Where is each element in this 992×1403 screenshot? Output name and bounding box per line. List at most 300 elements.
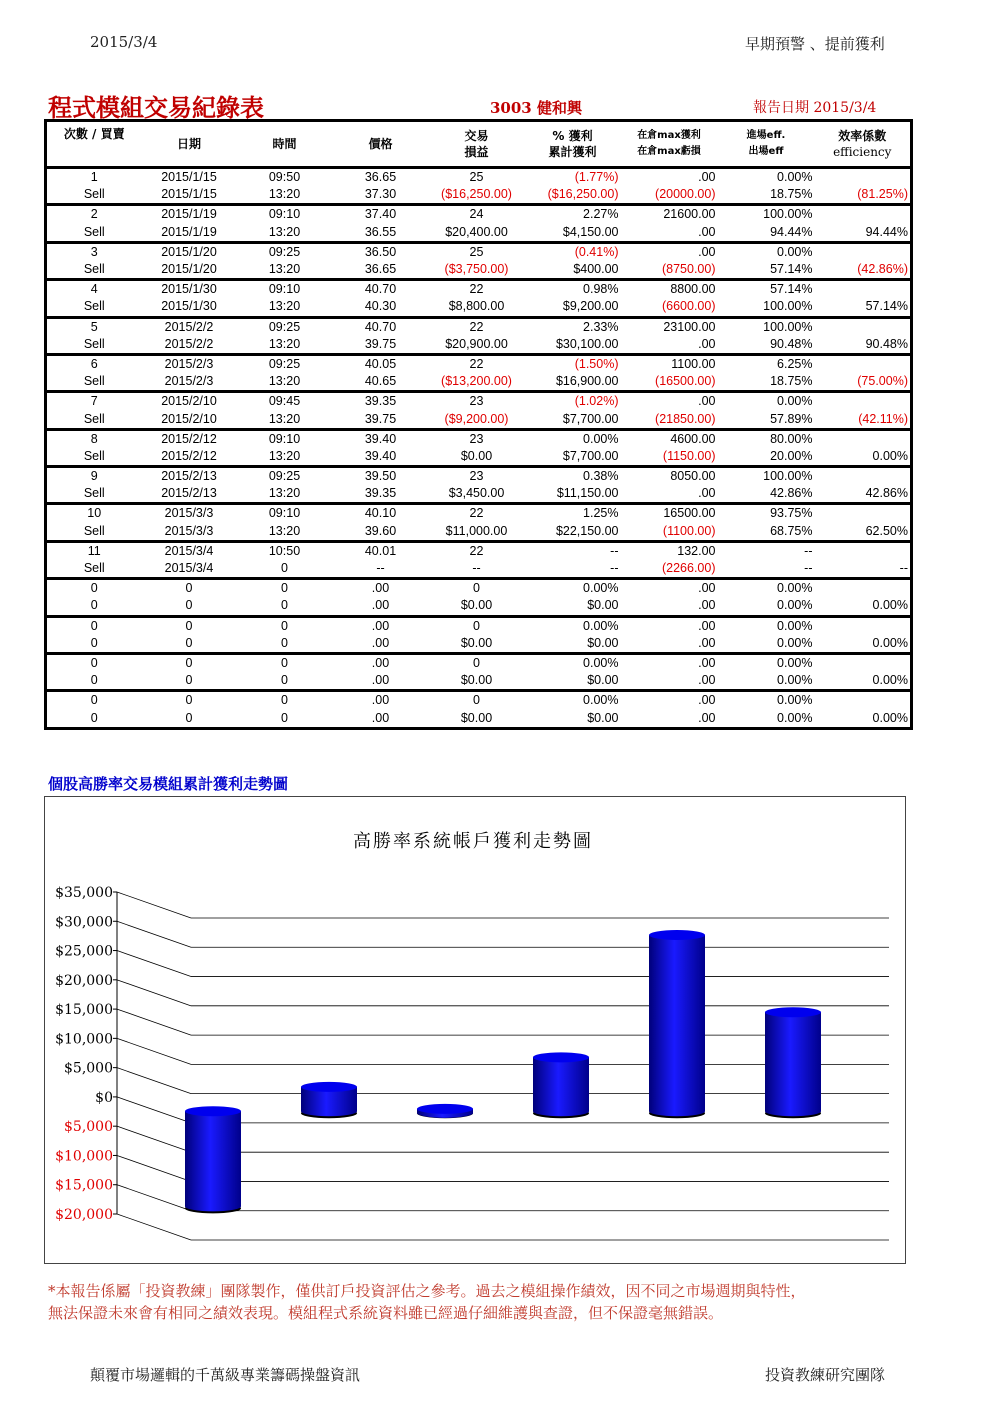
cell-count: Sell (46, 448, 142, 467)
cell-pnl: 23 (429, 392, 525, 411)
cell-count: 0 (46, 616, 142, 635)
cell-pnl: 23 (429, 429, 525, 448)
cell-eff: 0.00% (718, 597, 815, 616)
cell-date: 2015/3/4 (142, 541, 237, 560)
y-tick-label: $35,000 (55, 885, 113, 901)
chart-container (44, 796, 906, 1264)
cell-date: 0 (142, 691, 237, 710)
cell-count: Sell (46, 560, 142, 579)
cell-max: .00 (621, 709, 718, 728)
cell-max: .00 (621, 635, 718, 654)
cell-date: 2015/1/20 (142, 242, 237, 261)
table-row (46, 392, 912, 411)
cell-count: Sell (46, 373, 142, 392)
cell-time: 13:20 (237, 261, 333, 280)
cell-price: -- (333, 560, 429, 579)
cell-efficiency (815, 242, 912, 261)
cell-max: .00 (621, 168, 718, 187)
cell-date: 0 (142, 616, 237, 635)
chart-bar (765, 1007, 821, 1118)
cell-max: 21600.00 (621, 205, 718, 224)
cell-pnl: -- (429, 560, 525, 579)
chart-title: 高勝率系統帳戶獲利走勢圖 (353, 831, 593, 852)
cell-eff: 93.75% (718, 504, 815, 523)
cell-pnl: $0.00 (429, 635, 525, 654)
cell-date: 2015/2/13 (142, 467, 237, 486)
cell-date: 2015/2/3 (142, 354, 237, 373)
table-row (46, 691, 912, 710)
cell-date: 2015/2/13 (142, 485, 237, 504)
cell-efficiency: 0.00% (815, 709, 912, 728)
cell-pnl: 0 (429, 579, 525, 598)
page-title: 程式模組交易紀錄表 (48, 93, 264, 122)
cell-count: Sell (46, 224, 142, 243)
table-row (46, 635, 912, 654)
cell-efficiency: (75.00%) (815, 373, 912, 392)
y-tick-label: $20,000 (55, 1207, 113, 1223)
cell-count: 0 (46, 709, 142, 728)
cell-profit: $30,100.00 (525, 336, 621, 355)
cell-eff: 42.86% (718, 485, 815, 504)
cell-price: 36.50 (333, 242, 429, 261)
cell-time: 09:25 (237, 467, 333, 486)
cell-efficiency: -- (815, 560, 912, 579)
cell-price: 39.40 (333, 429, 429, 448)
table-row (46, 448, 912, 467)
cell-time: 09:25 (237, 354, 333, 373)
cell-time: 13:20 (237, 298, 333, 317)
table-row (46, 336, 912, 355)
cell-date: 2015/2/10 (142, 392, 237, 411)
cell-count: 0 (46, 672, 142, 691)
cell-profit: $7,700.00 (525, 410, 621, 429)
cell-date: 2015/1/20 (142, 261, 237, 280)
cell-efficiency (815, 691, 912, 710)
table-row (46, 541, 912, 560)
col-date: 日期 (142, 121, 237, 168)
cell-pnl: ($16,250.00) (429, 186, 525, 205)
cell-price: 37.40 (333, 205, 429, 224)
grid-diagonal (117, 1097, 191, 1123)
footer-right: 投資教練研究團隊 (765, 1366, 886, 1384)
table-row (46, 261, 912, 280)
cell-efficiency: 42.86% (815, 485, 912, 504)
cell-max: (21850.00) (621, 410, 718, 429)
cell-max: .00 (621, 672, 718, 691)
cell-count: 10 (46, 504, 142, 523)
table-row (46, 224, 912, 243)
cell-profit: 2.27% (525, 205, 621, 224)
cell-count: Sell (46, 336, 142, 355)
grid-diagonal (117, 1126, 191, 1152)
cell-pnl: 0 (429, 691, 525, 710)
cell-count: 2 (46, 205, 142, 224)
cell-profit: $0.00 (525, 672, 621, 691)
cell-max: 4600.00 (621, 429, 718, 448)
cell-pnl: $0.00 (429, 672, 525, 691)
cell-efficiency: 0.00% (815, 635, 912, 654)
cell-date: 2015/1/15 (142, 168, 237, 187)
cell-eff: 0.00% (718, 691, 815, 710)
table-row (46, 168, 912, 187)
cell-price: 39.60 (333, 523, 429, 542)
col-efficiency: 效率係數 efficiency (815, 121, 912, 168)
cell-time: 13:20 (237, 373, 333, 392)
y-tick-label: $10,000 (55, 1031, 113, 1048)
table-row (46, 672, 912, 691)
y-tick-label: $25,000 (55, 943, 113, 960)
cell-pnl: 22 (429, 504, 525, 523)
cell-efficiency (815, 280, 912, 299)
cell-efficiency (815, 504, 912, 523)
cell-eff: 18.75% (718, 373, 815, 392)
cell-eff: 0.00% (718, 616, 815, 635)
cell-max: .00 (621, 336, 718, 355)
cell-pnl: $20,400.00 (429, 224, 525, 243)
y-tick-label: $15,000 (55, 1177, 113, 1194)
cell-date: 2015/1/30 (142, 298, 237, 317)
cell-date: 2015/3/3 (142, 523, 237, 542)
cell-max: 1100.00 (621, 354, 718, 373)
cell-eff: 0.00% (718, 672, 815, 691)
cell-price: .00 (333, 579, 429, 598)
table-row (46, 373, 912, 392)
cell-pnl: $20,900.00 (429, 336, 525, 355)
cell-time: 0 (237, 709, 333, 728)
y-tick-label: $10,000 (55, 1148, 113, 1165)
cell-pnl: 22 (429, 317, 525, 336)
cell-time: 13:20 (237, 224, 333, 243)
cell-efficiency: (42.11%) (815, 410, 912, 429)
cell-date: 2015/2/12 (142, 429, 237, 448)
cell-max: (1150.00) (621, 448, 718, 467)
chart-bar (185, 1106, 241, 1213)
cell-count: Sell (46, 523, 142, 542)
table-row (46, 242, 912, 261)
cell-profit: 0.38% (525, 467, 621, 486)
table-row (46, 298, 912, 317)
cell-max: 8050.00 (621, 467, 718, 486)
cell-pnl: 25 (429, 168, 525, 187)
cell-profit: $11,150.00 (525, 485, 621, 504)
cell-time: 09:25 (237, 317, 333, 336)
cell-time: 0 (237, 597, 333, 616)
cell-count: 6 (46, 354, 142, 373)
cell-eff: 100.00% (718, 317, 815, 336)
cell-profit: ($16,250.00) (525, 186, 621, 205)
cell-eff: 0.00% (718, 653, 815, 672)
table-row (46, 616, 912, 635)
cell-profit: 1.25% (525, 504, 621, 523)
cell-profit: 0.00% (525, 429, 621, 448)
col-pnl: 交易 損益 (429, 121, 525, 168)
cell-count: 1 (46, 168, 142, 187)
col-cum-profit: % 獲利 累計獲利 (525, 121, 621, 168)
cell-time: 13:20 (237, 523, 333, 542)
cell-date: 0 (142, 579, 237, 598)
cell-profit: 0.98% (525, 280, 621, 299)
cell-max: (16500.00) (621, 373, 718, 392)
cell-profit: $22,150.00 (525, 523, 621, 542)
cell-count: 0 (46, 635, 142, 654)
cell-eff: 100.00% (718, 298, 815, 317)
cell-date: 2015/1/19 (142, 205, 237, 224)
header-date: 2015/3/4 (90, 33, 158, 51)
cell-efficiency (815, 168, 912, 187)
cell-profit: $7,700.00 (525, 448, 621, 467)
cell-max: 23100.00 (621, 317, 718, 336)
cell-price: 36.65 (333, 168, 429, 187)
col-count-side: 次數 / 買賣 (46, 121, 142, 168)
cell-profit: $0.00 (525, 709, 621, 728)
table-row (46, 317, 912, 336)
cell-profit: (1.77%) (525, 168, 621, 187)
cell-eff: -- (718, 541, 815, 560)
cell-efficiency (815, 205, 912, 224)
cell-pnl: 24 (429, 205, 525, 224)
y-tick-label: $20,000 (55, 972, 113, 989)
cell-time: 09:10 (237, 280, 333, 299)
cell-profit: $400.00 (525, 261, 621, 280)
cell-count: 0 (46, 653, 142, 672)
grid-diagonal (117, 1038, 191, 1064)
cell-max: .00 (621, 653, 718, 672)
cell-efficiency: 0.00% (815, 672, 912, 691)
profit-chart (45, 797, 905, 1263)
cell-profit: (1.50%) (525, 354, 621, 373)
cell-price: 36.55 (333, 224, 429, 243)
cell-max: (1100.00) (621, 523, 718, 542)
cell-eff: 0.00% (718, 392, 815, 411)
cell-pnl: ($9,200.00) (429, 410, 525, 429)
cell-count: 0 (46, 691, 142, 710)
cell-efficiency: (42.86%) (815, 261, 912, 280)
cell-efficiency: 0.00% (815, 448, 912, 467)
cell-price: 37.30 (333, 186, 429, 205)
cell-count: 0 (46, 579, 142, 598)
col-max-profit-loss: 在倉max獲利 在倉max虧損 (621, 121, 718, 168)
cell-time: 0 (237, 635, 333, 654)
cell-pnl: 22 (429, 280, 525, 299)
grid-diagonal (117, 951, 191, 977)
footer-left: 顛覆市場邏輯的千萬級專業籌碼操盤資訊 (90, 1366, 361, 1384)
chart-bar (301, 1082, 357, 1118)
cell-eff: 100.00% (718, 205, 815, 224)
cell-pnl: $8,800.00 (429, 298, 525, 317)
cell-max: 8800.00 (621, 280, 718, 299)
cell-efficiency: (81.25%) (815, 186, 912, 205)
grid-diagonal (117, 921, 191, 947)
table-row (46, 597, 912, 616)
cell-max: (6600.00) (621, 298, 718, 317)
cell-time: 09:10 (237, 205, 333, 224)
y-tick-label: $5,000 (64, 1060, 113, 1077)
cell-max: .00 (621, 691, 718, 710)
cell-efficiency: 57.14% (815, 298, 912, 317)
cell-time: 0 (237, 616, 333, 635)
table-row (46, 560, 912, 579)
cell-price: .00 (333, 672, 429, 691)
cell-price: .00 (333, 616, 429, 635)
cell-time: 10:50 (237, 541, 333, 560)
cell-date: 2015/2/3 (142, 373, 237, 392)
cell-price: 39.75 (333, 410, 429, 429)
cell-max: .00 (621, 224, 718, 243)
table-row (46, 653, 912, 672)
cell-eff: 6.25% (718, 354, 815, 373)
grid-diagonal (117, 1068, 191, 1094)
cell-count: 11 (46, 541, 142, 560)
cell-profit: -- (525, 560, 621, 579)
cell-date: 2015/3/4 (142, 560, 237, 579)
cell-max: (20000.00) (621, 186, 718, 205)
cell-count: 3 (46, 242, 142, 261)
cell-max: .00 (621, 485, 718, 504)
cell-time: 0 (237, 672, 333, 691)
cell-max: (8750.00) (621, 261, 718, 280)
cell-time: 13:20 (237, 448, 333, 467)
cell-profit: (0.41%) (525, 242, 621, 261)
table-row (46, 485, 912, 504)
cell-date: 0 (142, 597, 237, 616)
cell-eff: 80.00% (718, 429, 815, 448)
cell-efficiency (815, 354, 912, 373)
cell-date: 2015/1/15 (142, 186, 237, 205)
header-slogan: 早期預警 、提前獲利 (745, 35, 885, 53)
cell-eff: 18.75% (718, 186, 815, 205)
cell-price: 40.70 (333, 280, 429, 299)
cell-pnl: ($3,750.00) (429, 261, 525, 280)
cell-profit: 0.00% (525, 579, 621, 598)
cell-price: 39.35 (333, 392, 429, 411)
cell-efficiency (815, 541, 912, 560)
cell-eff: 0.00% (718, 709, 815, 728)
cell-date: 2015/1/19 (142, 224, 237, 243)
cell-date: 2015/3/3 (142, 504, 237, 523)
cell-profit: $9,200.00 (525, 298, 621, 317)
cell-time: 0 (237, 560, 333, 579)
cell-efficiency (815, 467, 912, 486)
report-date: 報告日期 2015/3/4 (753, 100, 877, 116)
table-row (46, 467, 912, 486)
col-price: 價格 (333, 121, 429, 168)
cell-time: 09:25 (237, 242, 333, 261)
cell-eff: 0.00% (718, 635, 815, 654)
cell-max: 132.00 (621, 541, 718, 560)
cell-efficiency (815, 653, 912, 672)
chart-bar (533, 1052, 589, 1118)
cell-max: .00 (621, 616, 718, 635)
cell-date: 2015/2/2 (142, 336, 237, 355)
cell-max: .00 (621, 579, 718, 598)
cell-pnl: $0.00 (429, 448, 525, 467)
stock-name: 3003 健和興 (490, 99, 582, 117)
cell-count: 8 (46, 429, 142, 448)
cell-max: .00 (621, 597, 718, 616)
y-tick-label: $15,000 (55, 1002, 113, 1019)
cell-pnl: $11,000.00 (429, 523, 525, 542)
cell-eff: 20.00% (718, 448, 815, 467)
cell-count: Sell (46, 298, 142, 317)
cell-count: 5 (46, 317, 142, 336)
disclaimer: *本報告係屬「投資教練」團隊製作，僅供訂戶投資評估之參考。過去之模組操作績效，因不同之市場週期與特性， 無法保證未來會有相同之績效表現。模組程式系統資料雖已經過仔細維護與查證，但不保證毫無錯誤。 (48, 1282, 806, 1322)
cell-efficiency (815, 616, 912, 635)
cell-max: .00 (621, 242, 718, 261)
cell-time: 13:20 (237, 336, 333, 355)
grid-diagonal (117, 1155, 191, 1181)
cell-count: Sell (46, 261, 142, 280)
cell-profit: 0.00% (525, 653, 621, 672)
grid-diagonal (117, 1214, 191, 1240)
cell-date: 2015/2/12 (142, 448, 237, 467)
cell-price: .00 (333, 653, 429, 672)
table-row (46, 429, 912, 448)
cell-time: 0 (237, 579, 333, 598)
table-row (46, 579, 912, 598)
table-row (46, 410, 912, 429)
cell-profit: 0.00% (525, 691, 621, 710)
cell-profit: 2.33% (525, 317, 621, 336)
grid-diagonal (117, 980, 191, 1006)
cell-eff: 0.00% (718, 579, 815, 598)
cell-eff: 57.89% (718, 410, 815, 429)
table-row (46, 186, 912, 205)
cell-pnl: 22 (429, 541, 525, 560)
col-time: 時間 (237, 121, 333, 168)
cell-pnl: 23 (429, 467, 525, 486)
y-tick-label: $0 (95, 1089, 113, 1106)
cell-profit: 0.00% (525, 616, 621, 635)
cell-efficiency: 0.00% (815, 597, 912, 616)
table-row (46, 709, 912, 728)
cell-max: .00 (621, 392, 718, 411)
cell-time: 0 (237, 653, 333, 672)
cell-price: 40.30 (333, 298, 429, 317)
cell-pnl: $0.00 (429, 597, 525, 616)
cell-price: .00 (333, 691, 429, 710)
col-entry-exit-eff: 進場eff. 出場eff (718, 121, 815, 168)
cell-count: Sell (46, 186, 142, 205)
cell-max: (2266.00) (621, 560, 718, 579)
cell-date: 2015/2/10 (142, 410, 237, 429)
cell-pnl: 0 (429, 653, 525, 672)
cell-efficiency (815, 429, 912, 448)
cell-price: 40.65 (333, 373, 429, 392)
cell-price: 40.10 (333, 504, 429, 523)
cell-profit: (1.02%) (525, 392, 621, 411)
cell-date: 2015/2/2 (142, 317, 237, 336)
cell-pnl: ($13,200.00) (429, 373, 525, 392)
cell-eff: 94.44% (718, 224, 815, 243)
cell-time: 09:45 (237, 392, 333, 411)
chart-caption: 個股高勝率交易模組累計獲利走勢圖 (48, 775, 289, 793)
cell-eff: 57.14% (718, 280, 815, 299)
cell-count: 0 (46, 597, 142, 616)
cell-price: .00 (333, 597, 429, 616)
cell-date: 0 (142, 709, 237, 728)
cell-profit: $0.00 (525, 635, 621, 654)
cell-price: 39.50 (333, 467, 429, 486)
cell-profit: -- (525, 541, 621, 560)
cell-eff: 0.00% (718, 168, 815, 187)
cell-efficiency: 90.48% (815, 336, 912, 355)
cell-max: 16500.00 (621, 504, 718, 523)
cell-count: 9 (46, 467, 142, 486)
cell-price: 36.65 (333, 261, 429, 280)
table-header-row (46, 121, 912, 168)
cell-count: 4 (46, 280, 142, 299)
cell-pnl: 0 (429, 616, 525, 635)
